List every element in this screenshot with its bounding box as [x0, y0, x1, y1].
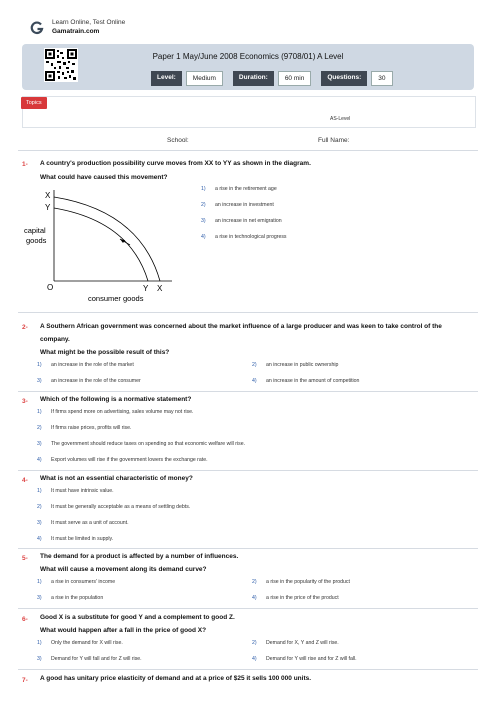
question-text: What is not an essential characteristic of money?	[40, 475, 193, 482]
shift-arrow-head-icon	[120, 239, 125, 243]
option-number: 2)	[252, 362, 257, 368]
question-text: Which of the following is a normative statement?	[40, 396, 192, 403]
option-text[interactable]: a rise in consumers' income	[51, 579, 116, 585]
option-text[interactable]: a rise in technological progress	[215, 234, 287, 240]
option-number: 3)	[37, 595, 42, 601]
school-field-label: School:	[167, 137, 189, 144]
option-number: 4)	[201, 234, 206, 240]
question-prompt: What could have caused this movement?	[40, 174, 168, 181]
option-text[interactable]: a rise in the price of the product	[266, 595, 339, 601]
brand-tagline: Learn Online, Test Online	[52, 19, 126, 26]
option-text[interactable]: a rise in the popularity of the product	[266, 579, 350, 585]
option-number: 1)	[37, 640, 42, 646]
question-text: A good has unitary price elasticity of demand and at a price of $25 it sells 100 000 units.	[40, 675, 312, 682]
question-prompt: What would happen after a fall in the price of good X?	[40, 627, 207, 634]
question-number: 3-	[22, 398, 28, 405]
curve-xx	[54, 197, 160, 281]
option-text[interactable]: Export volumes will rise if the government lowers the exchange rate.	[51, 457, 208, 463]
option-number: 3)	[201, 218, 206, 224]
option-text[interactable]: The government should reduce taxes on spending so that economic welfare will rise.	[51, 441, 246, 447]
option-number: 4)	[37, 536, 42, 542]
option-text[interactable]: an increase in investment	[215, 202, 274, 208]
ylabel-line1: capital	[24, 226, 46, 235]
topics-box	[22, 96, 476, 128]
option-text[interactable]: Demand for X, Y and Z will rise.	[266, 640, 339, 646]
divider	[18, 150, 478, 151]
duration-label: Duration:	[233, 71, 274, 86]
label-y-bottom: Y	[143, 284, 149, 293]
question-number: 4-	[22, 477, 28, 484]
divider	[18, 312, 478, 313]
option-number: 1)	[37, 362, 42, 368]
divider	[18, 669, 478, 670]
question-number: 7-	[22, 677, 28, 684]
option-text[interactable]: If firms raise prices, profits will rise.	[51, 425, 132, 431]
label-x-top: X	[45, 191, 51, 200]
option-number: 2)	[252, 640, 257, 646]
question-number: 6-	[22, 616, 28, 623]
divider	[18, 391, 478, 392]
option-number: 3)	[37, 378, 42, 384]
divider	[18, 548, 478, 549]
question-text: Good X is a substitute for good Y and a complement to good Z.	[40, 614, 235, 621]
option-text[interactable]: an increase in the amount of competition	[266, 378, 360, 384]
divider	[18, 608, 478, 609]
option-number: 3)	[37, 520, 42, 526]
option-number: 4)	[252, 595, 257, 601]
option-text[interactable]: an increase in net emigration	[215, 218, 282, 224]
question-text: A country's production possibility curve moves from XX to YY as shown in the diagram.	[40, 160, 311, 167]
option-text[interactable]: It must have intrinsic value.	[51, 488, 114, 494]
question-prompt: What might be the possible result of this?	[40, 349, 170, 356]
option-number: 4)	[252, 378, 257, 384]
option-number: 1)	[201, 186, 206, 192]
option-number: 2)	[252, 579, 257, 585]
option-text[interactable]: an increase in the role of the consumer	[51, 378, 141, 384]
questions-label: Questions:	[321, 71, 367, 86]
label-origin: O	[47, 283, 54, 292]
option-number: 2)	[37, 425, 42, 431]
option-text[interactable]: Demand for Y will fall and for Z will rise.	[51, 656, 142, 662]
duration-value: 60 min	[278, 71, 312, 86]
ppc-diagram	[22, 185, 182, 303]
option-text[interactable]: It must be generally acceptable as a means of settling debts.	[51, 504, 191, 510]
option-text[interactable]: an increase in the role of the market	[51, 362, 134, 368]
brand-site: Gamatrain.com	[52, 28, 100, 35]
gamatrain-logo-icon	[30, 21, 44, 35]
question-text: The demand for a product is affected by a number of influences.	[40, 553, 239, 560]
paper-title: Paper 1 May/June 2008 Economics (9708/01) A Level	[152, 52, 344, 61]
option-number: 1)	[37, 579, 42, 585]
curve-yy	[54, 208, 148, 281]
question-number: 1-	[22, 161, 28, 168]
question-number: 2-	[22, 324, 28, 331]
paper-meta	[151, 71, 393, 86]
option-text[interactable]: an increase in public ownership	[266, 362, 339, 368]
divider	[18, 470, 478, 471]
fullname-field-label: Full Name:	[318, 137, 350, 144]
question-text: A Southern African government was concerned about the market influence of a large producer and was keen to take control of the	[40, 323, 442, 330]
question-prompt: What will cause a movement along its demand curve?	[40, 566, 207, 573]
question-text-cont: company.	[40, 336, 70, 343]
topic-level: AS-Level	[330, 116, 351, 122]
option-number: 4)	[37, 457, 42, 463]
level-label: Level:	[151, 71, 182, 86]
option-number: 3)	[37, 441, 42, 447]
level-value: Medium	[186, 71, 223, 86]
question-number: 5-	[22, 555, 28, 562]
option-text[interactable]: Only the demand for X will rise.	[51, 640, 123, 646]
questions-value: 30	[371, 71, 392, 86]
option-text[interactable]: Demand for Y will rise and for Z will fall.	[266, 656, 357, 662]
option-number: 3)	[37, 656, 42, 662]
option-text[interactable]: It must be limited in supply.	[51, 536, 114, 542]
option-text[interactable]: a rise in the population	[51, 595, 104, 601]
option-text[interactable]: If firms spend more on advertising, sales volume may not rise.	[51, 409, 194, 415]
option-text[interactable]: a rise in the retirement age	[215, 186, 277, 192]
xlabel: consumer goods	[88, 294, 144, 303]
topics-tag[interactable]: Topics	[21, 97, 47, 109]
label-y-top: Y	[45, 203, 51, 212]
label-x-bottom: X	[157, 284, 163, 293]
option-number: 2)	[201, 202, 206, 208]
option-number: 2)	[37, 504, 42, 510]
ylabel-line2: goods	[26, 236, 47, 245]
option-number: 1)	[37, 488, 42, 494]
option-number: 4)	[252, 656, 257, 662]
option-number: 1)	[37, 409, 42, 415]
option-text[interactable]: It must serve as a unit of account.	[51, 520, 129, 526]
